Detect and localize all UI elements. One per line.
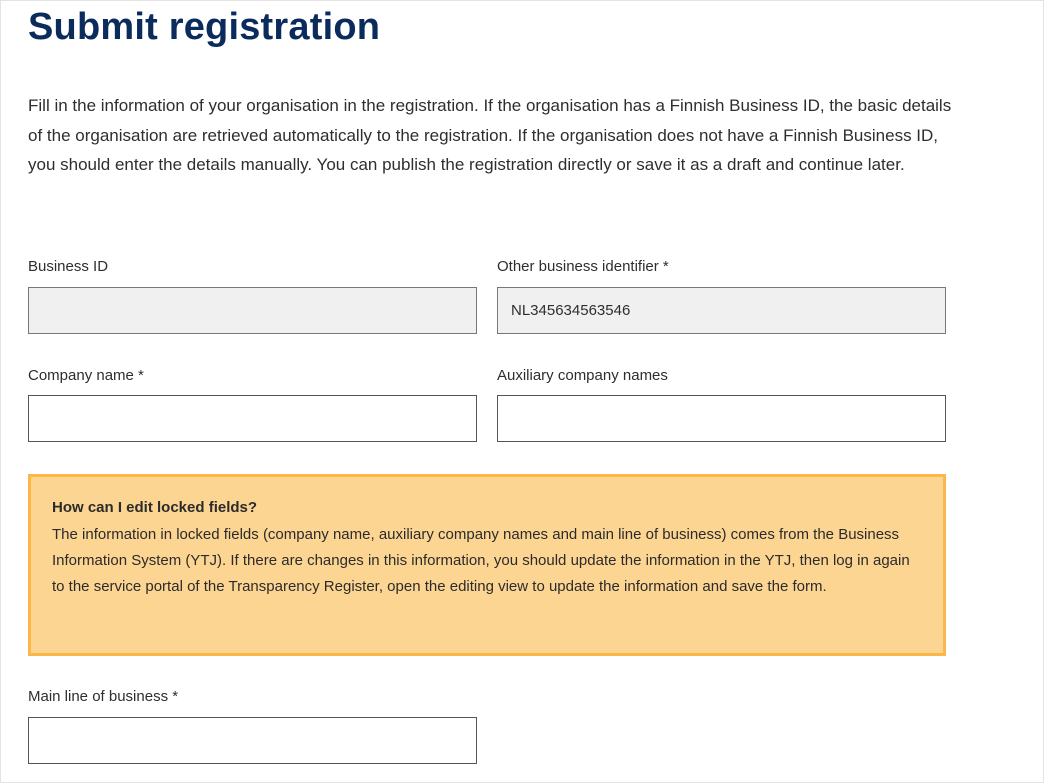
company-name-label: Company name * — [28, 367, 144, 384]
other-identifier-input[interactable] — [497, 287, 946, 334]
info-box-title: How can I edit locked fields? — [52, 499, 258, 516]
info-box-text: The information in locked fields (company name, auxiliary company names and main line of business) comes from the Business Information System (YTJ). If there are changes in this information, you should update the information in the YTJ, then log in again to the service portal of the Transparency Register, open the editing view to update the information and save the form. — [52, 526, 910, 595]
other-identifier-label: Other business identifier * — [497, 258, 669, 275]
locked-fields-info-box — [28, 474, 946, 656]
auxiliary-names-input[interactable] — [497, 395, 946, 442]
page-title: Submit registration — [28, 6, 381, 48]
intro-text: Fill in the information of your organisation in the registration. If the organisation has a Finnish Business ID, the basic details of the organisation are retrieved automatically to the registration. If the organisation does not have a Finnish Business ID, you should enter the details manually. You can publish the registration directly or save it as a draft and continue later. — [28, 96, 952, 174]
main-line-input[interactable] — [28, 717, 477, 764]
auxiliary-names-label: Auxiliary company names — [497, 367, 668, 384]
business-id-label: Business ID — [28, 258, 109, 275]
company-name-input[interactable] — [28, 395, 477, 442]
business-id-input[interactable] — [28, 287, 477, 334]
main-line-label: Main line of business * — [28, 688, 179, 705]
